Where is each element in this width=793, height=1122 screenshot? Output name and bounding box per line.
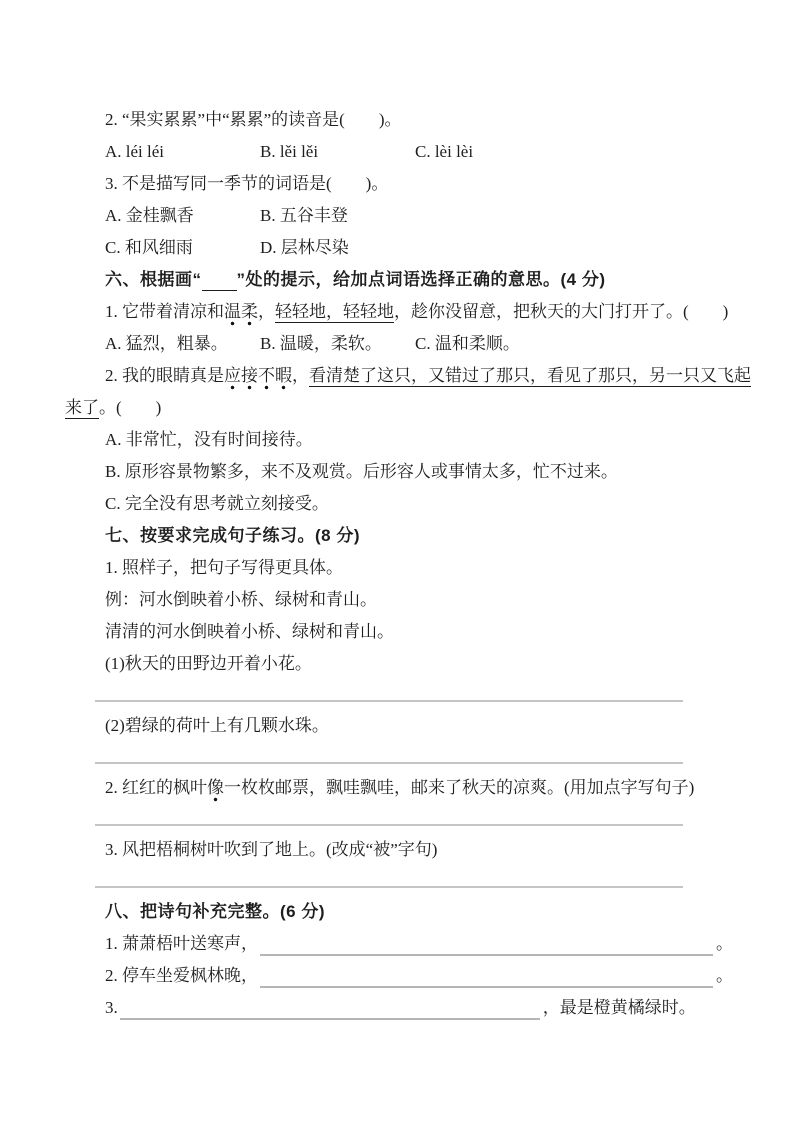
q6-1-options xyxy=(65,328,733,360)
text-segment: 1. 萧萧梧叶送寒声， xyxy=(105,934,258,953)
text-segment: ， xyxy=(292,366,309,385)
option: A. 金桂飘香 xyxy=(105,206,194,225)
text-segment: 2. 红红的枫叶 xyxy=(105,778,207,797)
q6-2-option-a xyxy=(65,424,733,456)
text-segment: A. 非常忙，没有时间接待。 xyxy=(105,430,313,449)
text-segment: 像 xyxy=(207,778,224,802)
q6-2-option-b xyxy=(65,456,733,488)
q6-1-stem xyxy=(65,296,733,328)
option: C. 温和柔顺。 xyxy=(415,334,520,353)
text-segment: 七、按要求完成句子练习。(8 分) xyxy=(105,526,360,545)
text-segment: 轻轻地，轻轻地 xyxy=(275,302,394,321)
text-segment: B. 原形容景物繁多，来不及观赏。后形容人或事情太多，忙不过来。 xyxy=(105,462,618,481)
blank-underline xyxy=(120,994,540,1020)
text-segment: 一枚枚邮票，飘哇飘哇，邮来了秋天的凉爽。(用加点字写句子) xyxy=(224,778,695,797)
q8-3 xyxy=(65,992,733,1024)
section-8-header xyxy=(65,896,733,928)
blank-underline xyxy=(260,930,713,956)
q7-1-item-2 xyxy=(65,710,733,742)
option: C. lèi lèi xyxy=(415,142,474,161)
section-6-header xyxy=(65,264,733,296)
option: B. 温暖，柔软。 xyxy=(260,334,382,353)
answer-line-2 xyxy=(95,762,683,764)
option: A. léi léi xyxy=(105,142,165,161)
text-segment: ”处的提示，给加点词语选择正确的意思。(4 分) xyxy=(236,270,606,289)
q6-2-stem xyxy=(65,360,751,392)
text-segment: 温柔 xyxy=(224,302,258,326)
q5-2-options xyxy=(65,136,733,168)
q7-1-example xyxy=(65,584,733,616)
q6-2-option-c xyxy=(65,488,733,520)
text-segment: 。 xyxy=(716,934,733,953)
q7-3-stem xyxy=(65,834,733,866)
q5-3-options-ab xyxy=(65,200,733,232)
text-segment: ，趁你没留意，把秋天的大门打开了。( ) xyxy=(394,302,729,321)
q7-1-item-1 xyxy=(65,648,733,680)
text-segment: (2)碧绿的荷叶上有几颗水珠。 xyxy=(105,716,329,735)
text-segment: (1)秋天的田野边开着小花。 xyxy=(105,654,312,673)
text-segment xyxy=(202,270,237,291)
option: B. lěi lěi xyxy=(260,142,319,161)
blank-underline xyxy=(260,962,713,988)
section-7-header xyxy=(65,520,733,552)
text-segment: 。( ) xyxy=(99,398,162,417)
text-segment: 2. 我的眼睛真是 xyxy=(105,366,224,385)
answer-line-1 xyxy=(95,700,683,702)
option: A. 猛烈，粗暴。 xyxy=(105,334,228,353)
text-segment: 来了 xyxy=(65,398,99,417)
text-segment: 应接不暇 xyxy=(224,366,292,390)
text-segment: 1. 它带着清凉和 xyxy=(105,302,224,321)
text-segment: 3. xyxy=(105,998,118,1017)
q8-2 xyxy=(65,960,733,992)
q6-2-stem-cont xyxy=(65,392,733,424)
answer-line-3 xyxy=(95,824,683,826)
q7-1-example-answer xyxy=(65,616,733,648)
text-segment: 2. 停车坐爱枫林晚， xyxy=(105,966,258,985)
option: B. 五谷丰登 xyxy=(260,206,348,225)
text-segment: 清清的河水倒映着小桥、绿树和青山。 xyxy=(105,622,394,641)
q8-1 xyxy=(65,928,733,960)
text-segment: 例：河水倒映着小桥、绿树和青山。 xyxy=(105,590,377,609)
text-segment: 八、把诗句补充完整。(6 分) xyxy=(105,902,325,921)
text-segment: 2. “果实累累”中“累累”的读音是( )。 xyxy=(105,110,402,129)
text-segment: 。 xyxy=(716,966,733,985)
q7-1-stem xyxy=(65,552,733,584)
option: C. 和风细雨 xyxy=(105,238,193,257)
option: D. 层林尽染 xyxy=(260,238,349,257)
text-segment: ，最是橙黄橘绿时。 xyxy=(542,998,696,1017)
text-segment: 看清楚了这只，又错过了那只，看见了那只，另一只又飞起 xyxy=(309,366,751,385)
text-segment: C. 完全没有思考就立刻接受。 xyxy=(105,494,329,513)
text-segment: 3. 风把梧桐树叶吹到了地上。(改成“被”字句) xyxy=(105,840,438,859)
text-segment: 3. 不是描写同一季节的词语是( )。 xyxy=(105,174,389,193)
q5-3-stem xyxy=(65,168,733,200)
answer-line-4 xyxy=(95,886,683,888)
text-segment: ， xyxy=(258,302,275,321)
q5-3-options-cd xyxy=(65,232,733,264)
q7-2-stem xyxy=(65,772,733,804)
text-segment: 六、根据画“ xyxy=(105,270,202,289)
q5-2-stem xyxy=(65,104,733,136)
text-segment: 1. 照样子，把句子写得更具体。 xyxy=(105,558,343,577)
